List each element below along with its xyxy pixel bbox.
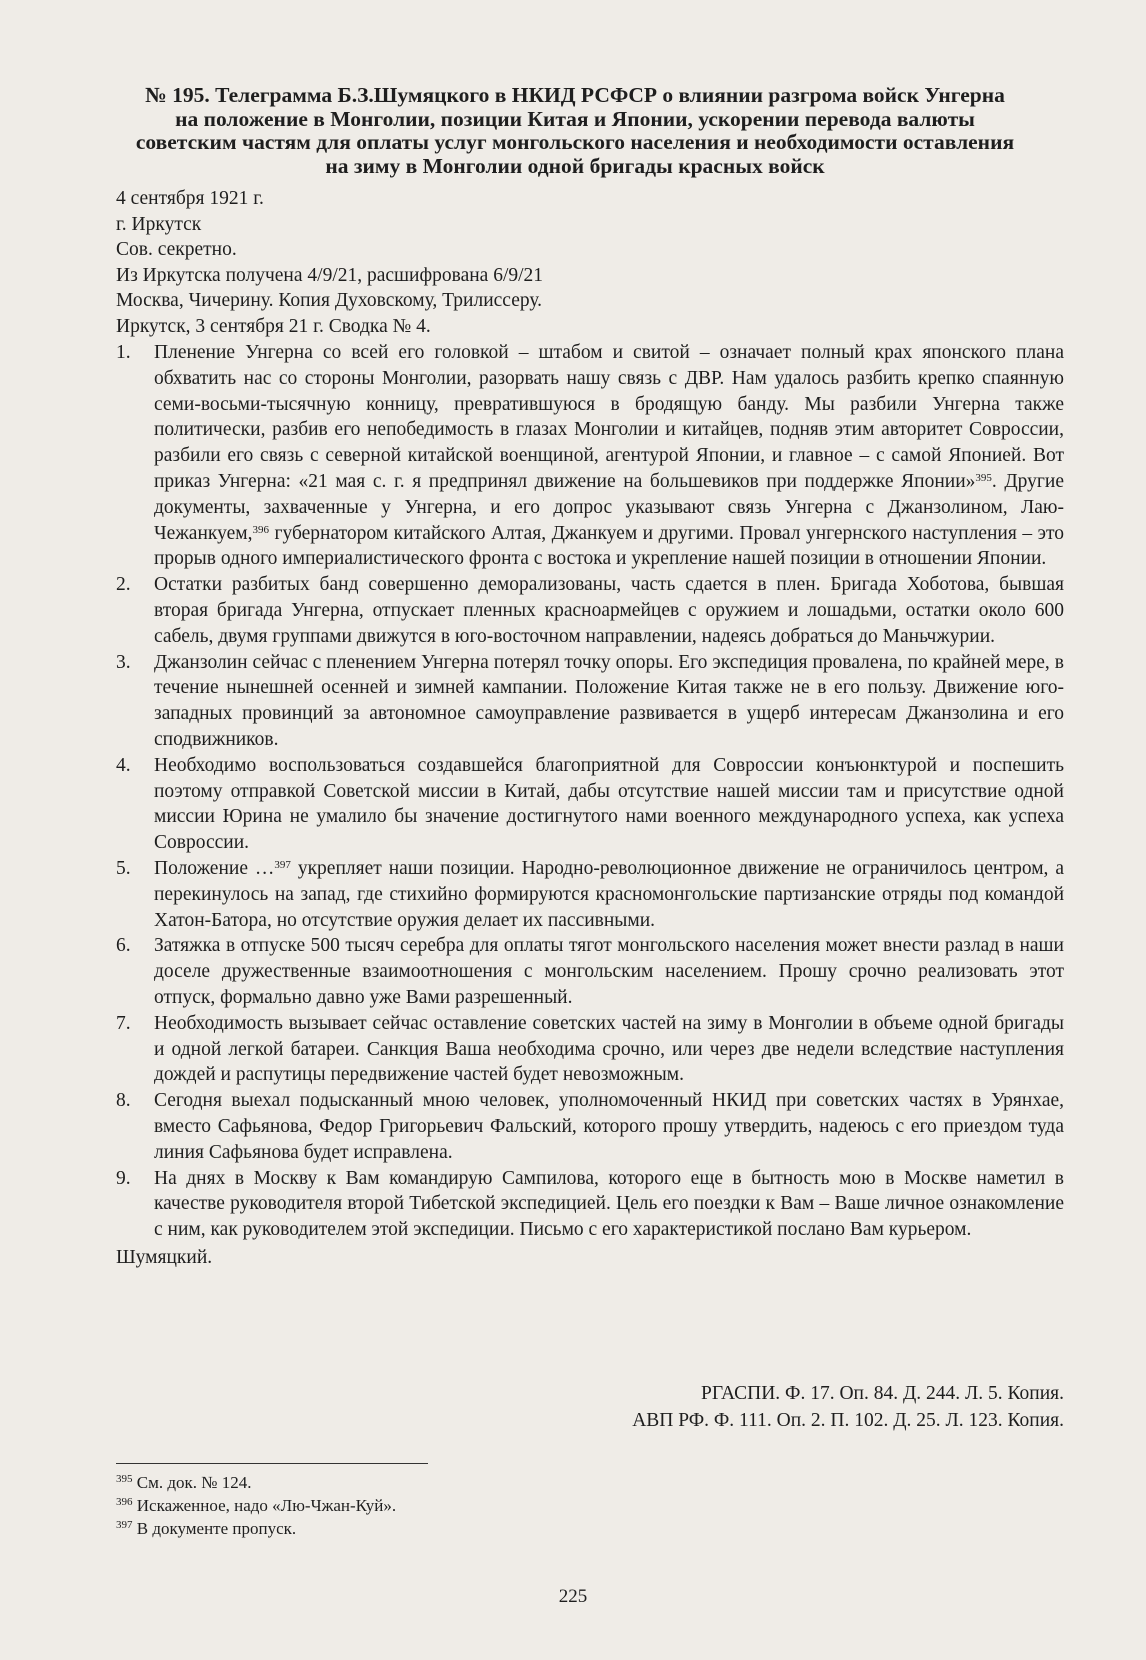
item-number: 9. [116, 1167, 131, 1189]
footnote-text: См. док. № 124. [132, 1473, 252, 1492]
item-text: губернатором китайского Алтая, Джанкуем и другими. Провал унгернского наступления – это прорыв одного империалистического фронта с востока и укрепление нашей позиции в отношении Японии. [154, 522, 1064, 570]
item-text: Затяжка в отпуске 500 тысяч серебра для оплаты тягот монгольского населения может внести разлад в наши доселе дружественные взаимоотношения с монгольским населением. Прошу срочно реализовать этот отпуск, формально давно уже Вами разрешенный. [154, 935, 1064, 1008]
footnote-ref: 395 [975, 471, 992, 484]
item-number: 3. [116, 651, 131, 673]
footnote-number: 396 [116, 1496, 133, 1508]
item-text: . Другие документы, захваченные у Унгерна, и его допрос указывают связь Унгерна с Джанзолином, Лаю-Чежанкуем, [154, 470, 1065, 544]
document-meta [116, 186, 543, 339]
signature: Шумяцкий. [116, 1246, 213, 1268]
footnote [116, 1494, 396, 1517]
item-text: Остатки разбитых банд совершенно деморализованы, часть сдается в плен. Бригада Хоботова, бывшая вторая бригада Унгерна, отпускает пленных красноармейцев с оружием и лошадьми, остатки около 600 сабель, двумя группами движутся в юго-восточном направлении, надеясь добраться до Маньчжурии. [154, 574, 1064, 647]
item-text: Пленение Унгерна со всей его головкой – штабом и свитой – означает полный крах японского плана обхватить нас со стороны Монголии, разорвать нашу связь с ДВР. Нам удалось разбить крепко спаянную семи-восьми-тысячную конницу, превратившуюся в бродящую банду. Мы разбили Унгерна также политически, разбив его непобедимость в глазах Монголии и китайцев, подняв этим авторитет Совроссии, разбили его связь с северной китайской военщиной, агентурой Японии, и главное – с самой Японией. Вот приказ Унгерна: «21 мая с. г. я предпринял движение на большевиков при поддержке Японии» [154, 342, 1064, 492]
page-number: 225 [558, 1586, 588, 1607]
footnote [116, 1517, 396, 1540]
list-item [116, 340, 1064, 572]
footnote-text: Искаженное, надо «Лю-Чжан-Куй». [132, 1496, 397, 1515]
archive-references [632, 1380, 1064, 1434]
footnote-ref: 396 [252, 523, 269, 536]
document-title [110, 84, 1040, 178]
item-number: 6. [116, 935, 131, 957]
archive-reference: РГАСПИ. Ф. 17. Оп. 84. Д. 244. Л. 5. Копия. [701, 1383, 1064, 1404]
title-line: на зиму в Монголии одной бригады красных войск [325, 153, 825, 178]
item-text: Необходимо воспользоваться создавшейся благоприятной для Совроссии конъюнктурой и поспешить поэтому отправкой Советской миссии в Китай, дабы отсутствие нашей миссии там и присутствие одной миссии Юрина не умалило бы значение достигнутого нами военного международного успеха, как успеха Совроссии. [154, 754, 1064, 854]
list-item [116, 572, 1064, 649]
document-date: 4 сентября 1921 г. [116, 188, 264, 209]
list-item [116, 1166, 1064, 1243]
item-number: 2. [116, 574, 131, 596]
footnote-ref: 397 [274, 858, 291, 871]
footnote-divider [116, 1463, 428, 1464]
list-item [116, 753, 1064, 856]
footnote-number: 395 [116, 1473, 133, 1485]
item-text: укрепляет наши позиции. Народно-революционное движение не ограничилось центром, а перекинулось на запад, где стихийно формируются красномонгольские партизанские отряды под командой Хатон-Батора, но отсутствие оружия делает их пассивными. [154, 857, 1065, 931]
footnote-text: В документе пропуск. [132, 1519, 297, 1538]
item-number: 1. [116, 342, 131, 363]
list-item [116, 933, 1064, 1010]
item-text: Джанзолин сейчас с пленением Унгерна потерял точку опоры. Его экспедиция провалена, по крайней мере, в течение нынешней осенней и зимней кампании. Положение Китая также не в его пользу. Движение юго-западных провинций за автономное самоуправление развивается в ущерб интересам Джанзолина и его сподвижников. [154, 651, 1064, 750]
title-line: на положение в Монголии, позиции Китая и Японии, ускорении перевода валюты [175, 106, 975, 131]
report-header: Иркутск, 3 сентября 21 г. Сводка № 4. [116, 315, 431, 337]
title-line: советским частям для оплаты услуг монгольского населения и необходимости оставления [135, 130, 1015, 154]
document-place: г. Иркутск [116, 213, 202, 235]
item-text: Сегодня выехал подысканный мною человек, уполномоченный НКИД при советских частях в Урянхае, вместо Сафьянова, Федор Григорьевич Фальский, которого прошу утвердить, надеюсь с его приездом туда линия Сафьянова будет исправлена. [154, 1090, 1064, 1163]
item-number: 8. [116, 1090, 131, 1112]
numbered-items [116, 340, 1064, 1271]
item-number: 7. [116, 1012, 131, 1034]
item-text: Необходимость вызывает сейчас оставление советских частей на зиму в Монголии в объеме одной бригады и одной легкой батареи. Санкция Ваша необходима срочно, или через две недели вследствие наступления дождей и распутицы передвижение частей будет невозможным. [154, 1012, 1064, 1086]
item-text: На днях в Москву к Вам командирую Сампилова, которого еще в бытность мою в Москве наметил в качестве руководителя второй Тибетской экспедицией. Цель его поездки к Вам – Ваше личное ознакомление с ним, как руководителем этой экспедиции. Письмо с его характеристикой послано Вам курьером. [154, 1167, 1064, 1241]
item-number: 5. [116, 857, 131, 879]
list-item [116, 856, 1064, 933]
addressees: Москва, Чичерину. Копия Духовскому, Трилиссеру. [116, 290, 543, 311]
list-item [116, 650, 1064, 753]
list-item [116, 1088, 1064, 1165]
footnote [116, 1471, 396, 1494]
list-item [116, 1011, 1064, 1088]
item-number: 4. [116, 754, 131, 776]
title-line: № 195. Телеграмма Б.З.Шумяцкого в НКИД РСФСР о влиянии разгрома войск Унгерна [145, 83, 1005, 107]
secrecy-stamp: Сов. секретно. [116, 239, 237, 260]
footnotes [116, 1471, 396, 1540]
footnote-number: 397 [116, 1519, 133, 1531]
archive-reference: АВП РФ. Ф. 111. Оп. 2. П. 102. Д. 25. Л. 123. Копия. [632, 1410, 1064, 1431]
received-note: Из Иркутска получена 4/9/21, расшифрована 6/9/21 [116, 264, 544, 286]
item-text: Положение … [154, 857, 275, 879]
